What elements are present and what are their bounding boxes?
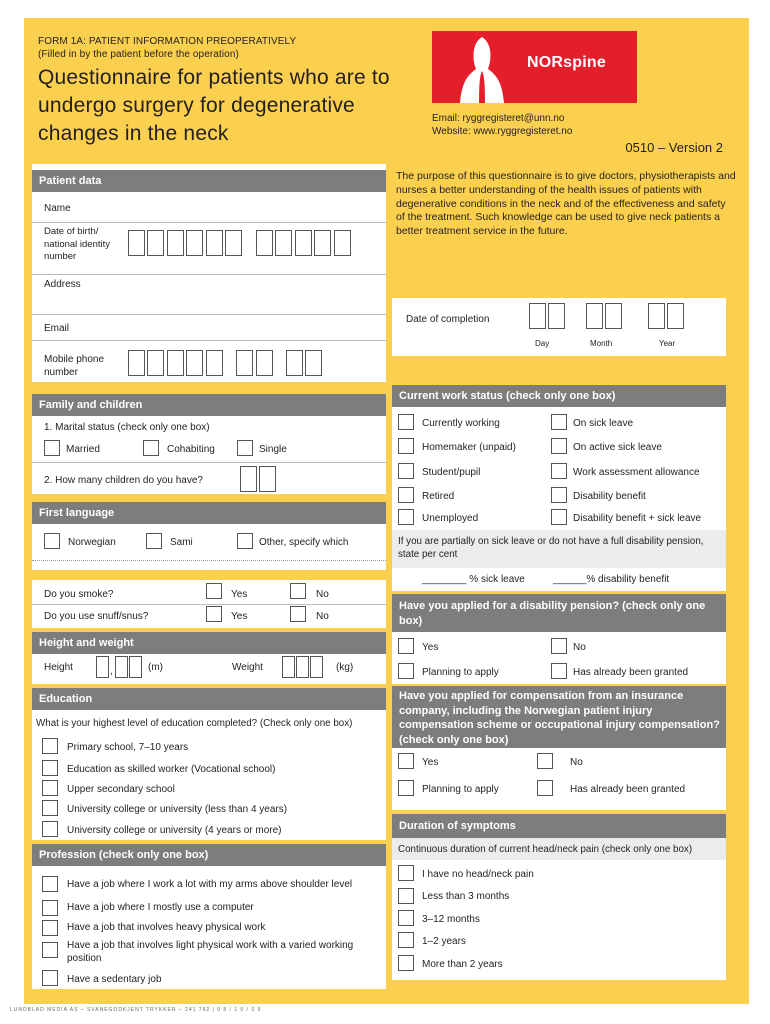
profession-option-checkbox[interactable] (42, 970, 58, 986)
education-heading: Education (32, 688, 386, 710)
pension-no-checkbox[interactable] (551, 638, 567, 654)
height-digit-box[interactable] (129, 656, 142, 678)
mobile-digit-box[interactable] (206, 350, 223, 376)
work-option-checkbox[interactable] (398, 438, 414, 454)
profession-option-checkbox[interactable] (42, 876, 58, 892)
mobile-digit-box[interactable] (186, 350, 203, 376)
purpose-text: The purpose of this questionnaire is to give doctors, physiotherapists and nurses a better understanding of the health issues of patients with degenerative conditions in the neck and of the effectiveness and safety of the treatment. Such knowledge can be used to give neck patients a better treatment service in the future. (396, 170, 736, 238)
smoke-question: Do you smoke? (44, 589, 114, 600)
smoke-yes-label: Yes (231, 589, 248, 600)
children-question: 2. How many children do you have? (44, 475, 203, 486)
month-digit-box[interactable] (605, 303, 622, 329)
work-option-label: Work assessment allowance (573, 467, 700, 478)
profession-option-checkbox[interactable] (42, 942, 58, 958)
snuff-no-label: No (316, 611, 329, 622)
family-heading: Family and children (32, 394, 386, 416)
pension-yes-label: Yes (422, 642, 439, 653)
work-option-checkbox[interactable] (398, 414, 414, 430)
education-option-checkbox[interactable] (42, 821, 58, 837)
smoke-no-label: No (316, 589, 329, 600)
duration-option-checkbox[interactable] (398, 955, 414, 971)
weight-digit-box[interactable] (282, 656, 295, 678)
year-digit-box[interactable] (648, 303, 665, 329)
dob-digit-box[interactable] (128, 230, 145, 256)
id-digit-box[interactable] (314, 230, 331, 256)
form-label-line: FORM 1A: PATIENT INFORMATION PREOPERATIVELY (38, 36, 297, 47)
pension-yes-checkbox[interactable] (398, 638, 414, 654)
completion-date-box (392, 298, 726, 356)
compensation-yes-checkbox[interactable] (398, 753, 414, 769)
snuff-no-checkbox[interactable] (290, 606, 306, 622)
duration-option-checkbox[interactable] (398, 865, 414, 881)
family-section (32, 394, 386, 494)
profession-option-label: Have a job that involves light physical work with a varied working position (67, 940, 354, 964)
marital-question: 1. Marital status (check only one box) (44, 422, 210, 433)
smoke-no-checkbox[interactable] (290, 583, 306, 599)
patient-data-heading: Patient data (32, 170, 386, 192)
specify-line[interactable] (32, 560, 386, 561)
contact-info (432, 112, 572, 138)
height-digit-box[interactable] (115, 656, 128, 678)
mobile-digit-box[interactable] (286, 350, 303, 376)
children-digit-box[interactable] (259, 466, 276, 492)
single-label: Single (259, 444, 287, 455)
compensation-heading: Have you applied for compensation from an insurance company, including the Norwegian patient injury compensation scheme or occupational injury compensation? (check only one box) (392, 686, 726, 748)
work-option-checkbox[interactable] (551, 414, 567, 430)
norspine-logo (432, 31, 637, 103)
sami-label: Sami (170, 537, 193, 548)
education-option-label: Upper secondary school (67, 784, 175, 795)
month-caption: Month (590, 339, 613, 348)
id-digit-box[interactable] (275, 230, 292, 256)
duration-option-label: 3–12 months (422, 914, 480, 925)
height-weight-section (32, 632, 386, 684)
form-sublabel: (Filled in by the patient before the operation) (38, 49, 239, 60)
page-title: Questionnaire for patients who are to undergo surgery for degenerative changes in the neck (38, 66, 390, 145)
other-language-checkbox[interactable] (237, 533, 253, 549)
pension-granted-checkbox[interactable] (551, 663, 567, 679)
education-option-checkbox[interactable] (42, 780, 58, 796)
work-option-checkbox[interactable] (398, 487, 414, 503)
day-digit-box[interactable] (548, 303, 565, 329)
form-page (24, 18, 749, 1004)
mobile-digit-box[interactable] (128, 350, 145, 376)
work-status-heading: Current work status (check only one box) (392, 385, 726, 407)
pension-planning-label: Planning to apply (422, 667, 499, 678)
duration-option-checkbox[interactable] (398, 888, 414, 904)
partial-note: If you are partially on sick leave or do not have a full disability pension, state per cent (398, 536, 704, 560)
compensation-granted-checkbox[interactable] (537, 780, 553, 796)
duration-option-label: 1–2 years (422, 936, 466, 947)
divider (32, 222, 386, 223)
compensation-planning-checkbox[interactable] (398, 780, 414, 796)
completion-label: Date of completion (406, 314, 490, 325)
mobile-label: Mobile phone number (44, 354, 105, 378)
pension-no-label: No (573, 642, 586, 653)
work-option-label: Currently working (422, 418, 500, 429)
height-unit: (m) (148, 662, 163, 673)
version-label: 0510 – Version 2 (625, 140, 723, 155)
education-section (32, 688, 386, 840)
duration-option-label: Less than 3 months (422, 891, 510, 902)
education-option-label: University college or university (4 years or more) (67, 825, 282, 836)
duration-heading: Duration of symptoms (392, 814, 726, 838)
height-comma: , (110, 666, 113, 677)
dob-digit-box[interactable] (167, 230, 184, 256)
mobile-digit-box[interactable] (236, 350, 253, 376)
work-option-label: On sick leave (573, 418, 634, 429)
dob-digit-box[interactable] (186, 230, 203, 256)
other-language-label: Other, specify which (259, 537, 349, 548)
email-label: Email (44, 323, 70, 334)
pension-section (392, 594, 726, 684)
divider (32, 462, 386, 463)
weight-digit-box[interactable] (310, 656, 323, 678)
sami-checkbox[interactable] (146, 533, 162, 549)
id-digit-box[interactable] (334, 230, 351, 256)
dob-digit-box[interactable] (225, 230, 242, 256)
weight-label: Weight (232, 662, 263, 673)
profession-section (32, 844, 386, 989)
duration-option-label: I have no head/neck pain (422, 869, 534, 880)
married-label: Married (66, 444, 100, 455)
duration-question: Continuous duration of current head/neck pain (check only one box) (398, 844, 693, 855)
profession-option-label: Have a job where I mostly use a computer (67, 902, 254, 913)
duration-section (392, 814, 726, 980)
married-checkbox[interactable] (44, 440, 60, 456)
work-option-checkbox[interactable] (551, 509, 567, 525)
day-digit-box[interactable] (529, 303, 546, 329)
sick-leave-percent[interactable]: ________ % sick leave (422, 574, 525, 585)
profession-option-label: Have a sedentary job (67, 974, 162, 985)
norwegian-checkbox[interactable] (44, 533, 60, 549)
footer-credit: LUNDBLAD MEDIA AS – SVANEGODKJENT TRYKKER – 241 762 | 0 8 / 1 0 / 0 9 (10, 1007, 262, 1013)
snuff-question: Do you use snuff/snus? (44, 611, 149, 622)
smoke-yes-checkbox[interactable] (206, 583, 222, 599)
pension-planning-checkbox[interactable] (398, 663, 414, 679)
compensation-planning-label: Planning to apply (422, 784, 499, 795)
education-option-checkbox[interactable] (42, 738, 58, 754)
contact-email[interactable]: Email: ryggregisteret@unn.no (432, 113, 565, 124)
dob-digit-box[interactable] (147, 230, 164, 256)
work-option-checkbox[interactable] (551, 487, 567, 503)
duration-option-checkbox[interactable] (398, 932, 414, 948)
pension-heading: Have you applied for a disability pension? (check only one box) (392, 594, 726, 632)
divider (32, 274, 386, 275)
logo-text: NORspine (527, 54, 606, 71)
work-option-checkbox[interactable] (398, 509, 414, 525)
children-digit-box[interactable] (240, 466, 257, 492)
cohabiting-label: Cohabiting (167, 444, 215, 455)
form-label (38, 35, 296, 61)
height-digit-box[interactable] (96, 656, 109, 678)
mobile-digit-box[interactable] (305, 350, 322, 376)
month-digit-box[interactable] (586, 303, 603, 329)
weight-unit: (kg) (336, 662, 354, 673)
dob-digit-box[interactable] (206, 230, 223, 256)
language-section (32, 502, 386, 570)
height-label: Height (44, 662, 73, 673)
single-checkbox[interactable] (237, 440, 253, 456)
divider (32, 604, 386, 605)
snuff-yes-checkbox[interactable] (206, 606, 222, 622)
year-caption: Year (659, 339, 676, 348)
day-caption: Day (535, 339, 550, 348)
cohabiting-checkbox[interactable] (143, 440, 159, 456)
mobile-digit-box[interactable] (167, 350, 184, 376)
name-label: Name (44, 203, 71, 214)
duration-option-label: More than 2 years (422, 959, 503, 970)
snuff-yes-label: Yes (231, 611, 248, 622)
mobile-digit-box[interactable] (147, 350, 164, 376)
work-option-label: Disability benefit + sick leave (573, 513, 702, 524)
header (24, 18, 749, 161)
disability-percent[interactable]: ______% disability benefit (553, 574, 670, 585)
language-heading: First language (32, 502, 386, 524)
profession-option-label: Have a job where I work a lot with my arms above shoulder level (67, 879, 353, 890)
profession-option-checkbox[interactable] (42, 920, 58, 936)
compensation-granted-label: Has already been granted (570, 784, 686, 795)
work-option-label: Retired (422, 491, 455, 502)
work-option-checkbox[interactable] (398, 463, 414, 479)
year-digit-box[interactable] (667, 303, 684, 329)
address-label: Address (44, 279, 81, 290)
smoking-section (32, 580, 386, 628)
compensation-section (392, 686, 726, 810)
duration-option-checkbox[interactable] (398, 910, 414, 926)
work-option-label: Homemaker (unpaid) (422, 442, 516, 453)
compensation-yes-label: Yes (422, 757, 439, 768)
patient-data-section (32, 164, 386, 382)
compensation-no-label: No (570, 757, 583, 768)
work-option-label: Disability benefit (573, 491, 646, 502)
education-option-label: University college or university (less than 4 years) (67, 804, 288, 815)
work-option-label: Student/pupil (422, 467, 481, 478)
dob-label: Date of birth/ national identity number (44, 226, 111, 262)
id-digit-box[interactable] (295, 230, 312, 256)
work-option-checkbox[interactable] (551, 438, 567, 454)
work-option-label: Unemployed (422, 513, 479, 524)
education-question: What is your highest level of education completed? (Check only one box) (36, 718, 353, 729)
profession-option-label: Have a job that involves heavy physical work (67, 922, 266, 933)
education-option-label: Education as skilled worker (Vocational school) (67, 764, 276, 775)
height-weight-heading: Height and weight (32, 632, 386, 654)
education-option-label: Primary school, 7–10 years (67, 742, 189, 753)
compensation-no-checkbox[interactable] (537, 753, 553, 769)
work-option-label: On active sick leave (573, 442, 662, 453)
weight-digit-box[interactable] (296, 656, 309, 678)
work-status-section (392, 385, 726, 591)
profession-option-checkbox[interactable] (42, 900, 58, 916)
education-option-checkbox[interactable] (42, 800, 58, 816)
education-option-checkbox[interactable] (42, 760, 58, 776)
divider (32, 340, 386, 341)
contact-website[interactable]: Website: www.ryggregisteret.no (432, 126, 573, 137)
work-option-checkbox[interactable] (551, 463, 567, 479)
norwegian-label: Norwegian (68, 537, 116, 548)
mobile-digit-box[interactable] (256, 350, 273, 376)
divider (32, 314, 386, 315)
profession-heading: Profession (check only one box) (32, 844, 386, 866)
id-digit-box[interactable] (256, 230, 273, 256)
pension-granted-label: Has already been granted (573, 667, 689, 678)
